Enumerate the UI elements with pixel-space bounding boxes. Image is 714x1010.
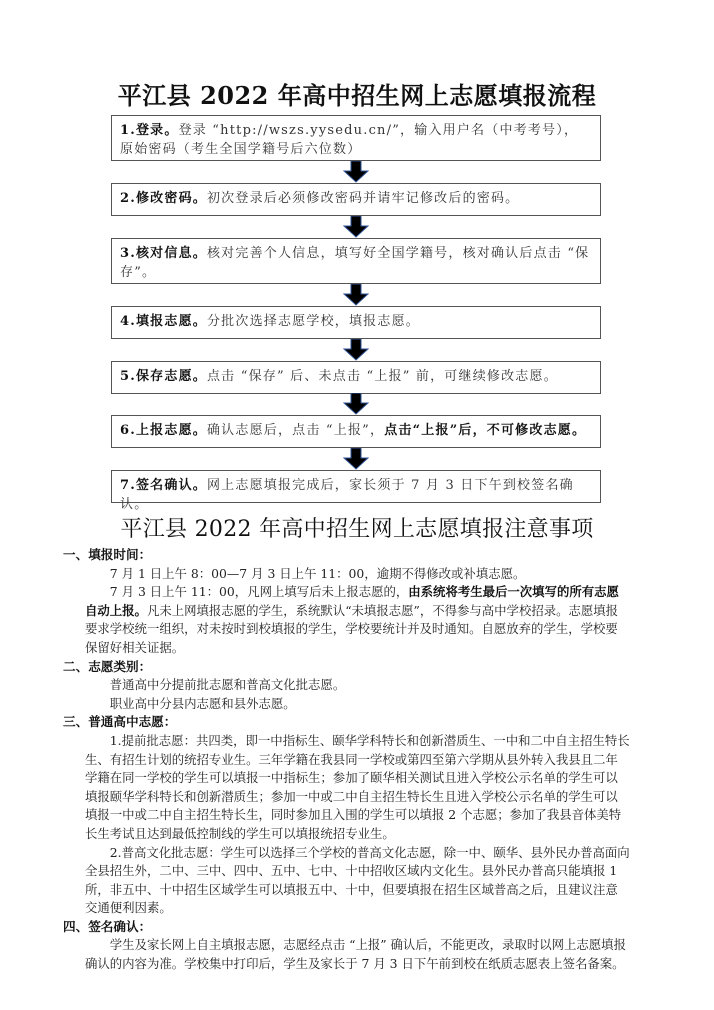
step-label: 3.核对信息。 — [120, 246, 207, 261]
section-heading: 二、志愿类别： — [63, 658, 152, 674]
step-6-box — [111, 415, 601, 448]
step-3-box — [111, 238, 601, 284]
paragraph-bold-text: 由系统将考生最后一次填写的所有志愿自动上报。 — [85, 584, 619, 618]
section-heading: 三、普通高中志愿： — [63, 714, 177, 730]
section-heading: 四、签名确认： — [63, 918, 152, 934]
down-arrow-icon — [343, 448, 369, 470]
step-text: 确认志愿后，点击 “上报”， — [206, 423, 385, 438]
notes-title: 平江县 2022 年高中招生网上志愿填报注意事项 — [120, 517, 594, 542]
paragraph-text: 7 月 3 日上午 11：00，凡网上填写后未上报志愿的， — [109, 584, 409, 600]
paragraph: 职业高中分县内志愿和县外志愿。 — [109, 695, 296, 711]
step-label: 1.登录。 — [120, 123, 179, 138]
down-arrow-icon — [343, 339, 369, 361]
notes-body — [63, 546, 630, 974]
step-7-box — [111, 470, 601, 512]
step-2-box — [111, 183, 601, 216]
step-label: 5.保存志愿。 — [120, 369, 207, 384]
paragraph-text: 凡未上网填报志愿的学生，系统默认“未填报志愿”，不得参与高中学校招录。志愿填报要求学校统一组织，对未按时到校填报的学生，学校要统计并及时通知。自愿放弃的学生，学校要保留好相关证据。 — [85, 602, 619, 655]
step-label: 6.上报志愿。 — [120, 423, 207, 438]
step-text: 网上志愿填报完成后，家长须于 7 月 3 日下午到校签名确认。 — [120, 478, 574, 512]
step-text: 初次登录后必须修改密码并请牢记修改后的密码。 — [206, 191, 520, 206]
down-arrow-icon — [343, 284, 369, 306]
down-arrow-icon — [343, 161, 369, 183]
paragraph: 1.提前批志愿：共四类，即一中指标生、颐华学科特长和创新潜质生、一中和二中自主招生特长生、有招生计划的统招专业生。三年学籍在我县同一学校或第四至第六学期从县外转入我县且二年学籍在同一学校的学生可以填报一中指标生；参加了颐华相关测试且进入学校公示名单的学生可以填报颐华学科特长和创新潜质生；参加一中或二中自主招生特长生且进入学校公示名单的学生可以填报一中或二中自主招生特长生，同时参加且入围的学生可以填报 2 个志愿；参加了我县音体美特长生考试且达到最低控制线的学生可以填报统招专业生。 — [85, 732, 630, 841]
step-5-box — [111, 361, 601, 394]
step-text: 分批次选择志愿学校，填报志愿。 — [206, 314, 420, 329]
flow-title: 平江县 2022 年高中招生网上志愿填报流程 — [117, 81, 597, 110]
step-text: 登录 “http://wszs.yysedu.cn/”，输入用户名（中考考号），原始密码（考生全国学籍号后六位数） — [120, 123, 579, 157]
step-text: 核对完善个人信息，填写好全国学籍号，核对确认后点击 “保存”。 — [120, 246, 590, 280]
section-heading: 一、填报时间： — [63, 547, 152, 562]
step-label: 4.填报志愿。 — [120, 314, 207, 329]
down-arrow-icon — [343, 393, 369, 415]
paragraph: 普通高中分提前批志愿和普高文化批志愿。 — [109, 677, 346, 693]
paragraph — [85, 583, 630, 657]
step-4-box — [111, 306, 601, 339]
step-warning: 点击“上报”后，不可修改志愿。 — [384, 423, 587, 438]
paragraph: 学生及家长网上自主填报志愿，志愿经点击 “上报” 确认后，不能更改，录取时以网上志愿填报确认的内容为准。学校集中打印后，学生及家长于 7 月 3 日下午前到校在纸质志愿表上签名备案。 — [85, 937, 626, 972]
step-1-box — [111, 115, 601, 161]
step-text: 点击 “保存” 后、未点击 “上报” 前，可继续修改志愿。 — [206, 369, 558, 384]
down-arrow-icon — [343, 216, 369, 238]
paragraph: 7 月 1 日上午 8：00—7 月 3 日上午 11：00，逾期不得修改或补填志愿。 — [109, 565, 526, 581]
paragraph: 2.普高文化批志愿：学生可以选择三个学校的普高文化志愿，除一中、颐华、县外民办普高面向全县招生外，二中、三中、四中、五中、七中、十中招收区域内文化生。县外民办普高只能填报 1 所，非五中、十中招生区域学生可以填报五中、十中，但要填报在招生区域普高之后，且建议注意交通便利因素。 — [85, 844, 630, 916]
step-label: 7.签名确认。 — [120, 478, 207, 493]
step-label: 2.修改密码。 — [120, 191, 207, 206]
